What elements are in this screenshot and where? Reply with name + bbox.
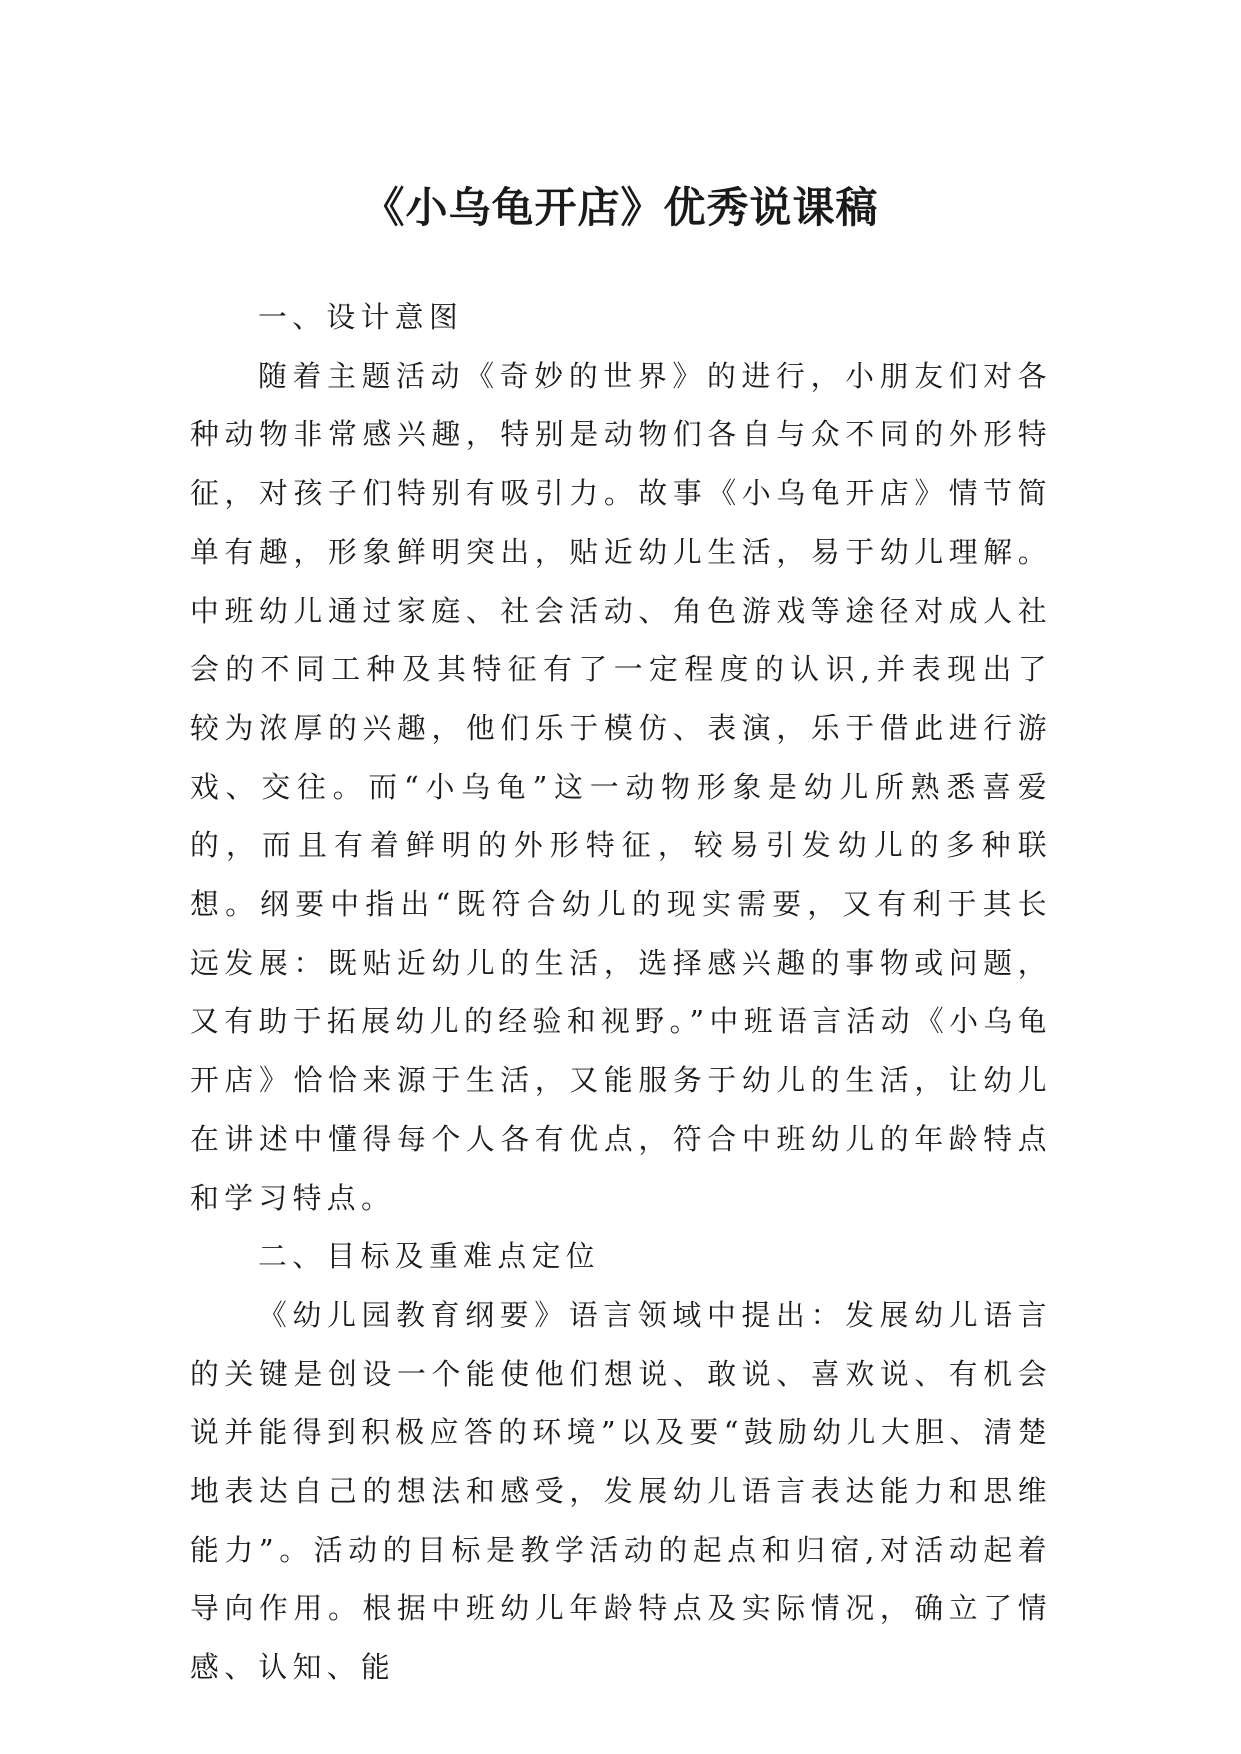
section-heading-design-intent: 一、设计意图 [258, 300, 464, 334]
document-body [190, 288, 1052, 1697]
paragraph-design-intent: 随着主题活动《奇妙的世界》的进行，小朋友们对各种动物非常感兴趣，特别是动物们各自与众不同的外形特征，对孩子们特别有吸引力。故事《小乌龟开店》情节简单有趣，形象鲜明突出，贴近幼儿生活，易于幼儿理解。中班幼儿通过家庭、社会活动、角色游戏等途径对成人社会的不同工种及其特征有了一定程度的认识,并表现出了较为浓厚的兴趣，他们乐于模仿、表演，乐于借此进行游戏、交往。而“小乌龟”这一动物形象是幼儿所熟悉喜爱的，而且有着鲜明的外形特征，较易引发幼儿的多种联想。纲要中指出“既符合幼儿的现实需要，又有利于其长远发展：既贴近幼儿的生活，选择感兴趣的事物或问题，又有助于拓展幼儿的经验和视野。”中班语言活动《小乌龟开店》恰恰来源于生活，又能服务于幼儿的生活，让幼儿在讲述中懂得每个人各有优点，符合中班幼儿的年龄特点和学习特点。 [190, 358, 1052, 1215]
section-heading-goals: 二、目标及重难点定位 [258, 1239, 600, 1274]
document-title: 《小乌龟开店》优秀说课稿 [362, 183, 879, 233]
paragraph-goals: 《幼儿园教育纲要》语言领域中提出：发展幼儿语言的关键是创设一个能使他们想说、敢说、喜欢说、有机会说并能得到积极应答的环境”以及要“鼓励幼儿大胆、清楚地表达自己的想法和感受，发展幼儿语言表达能力和思维能力”。活动的目标是教学活动的起点和归宿,对活动起着导向作用。根据中班幼儿年龄特点及实际情况，确立了情感、认知、能 [190, 1297, 1052, 1685]
